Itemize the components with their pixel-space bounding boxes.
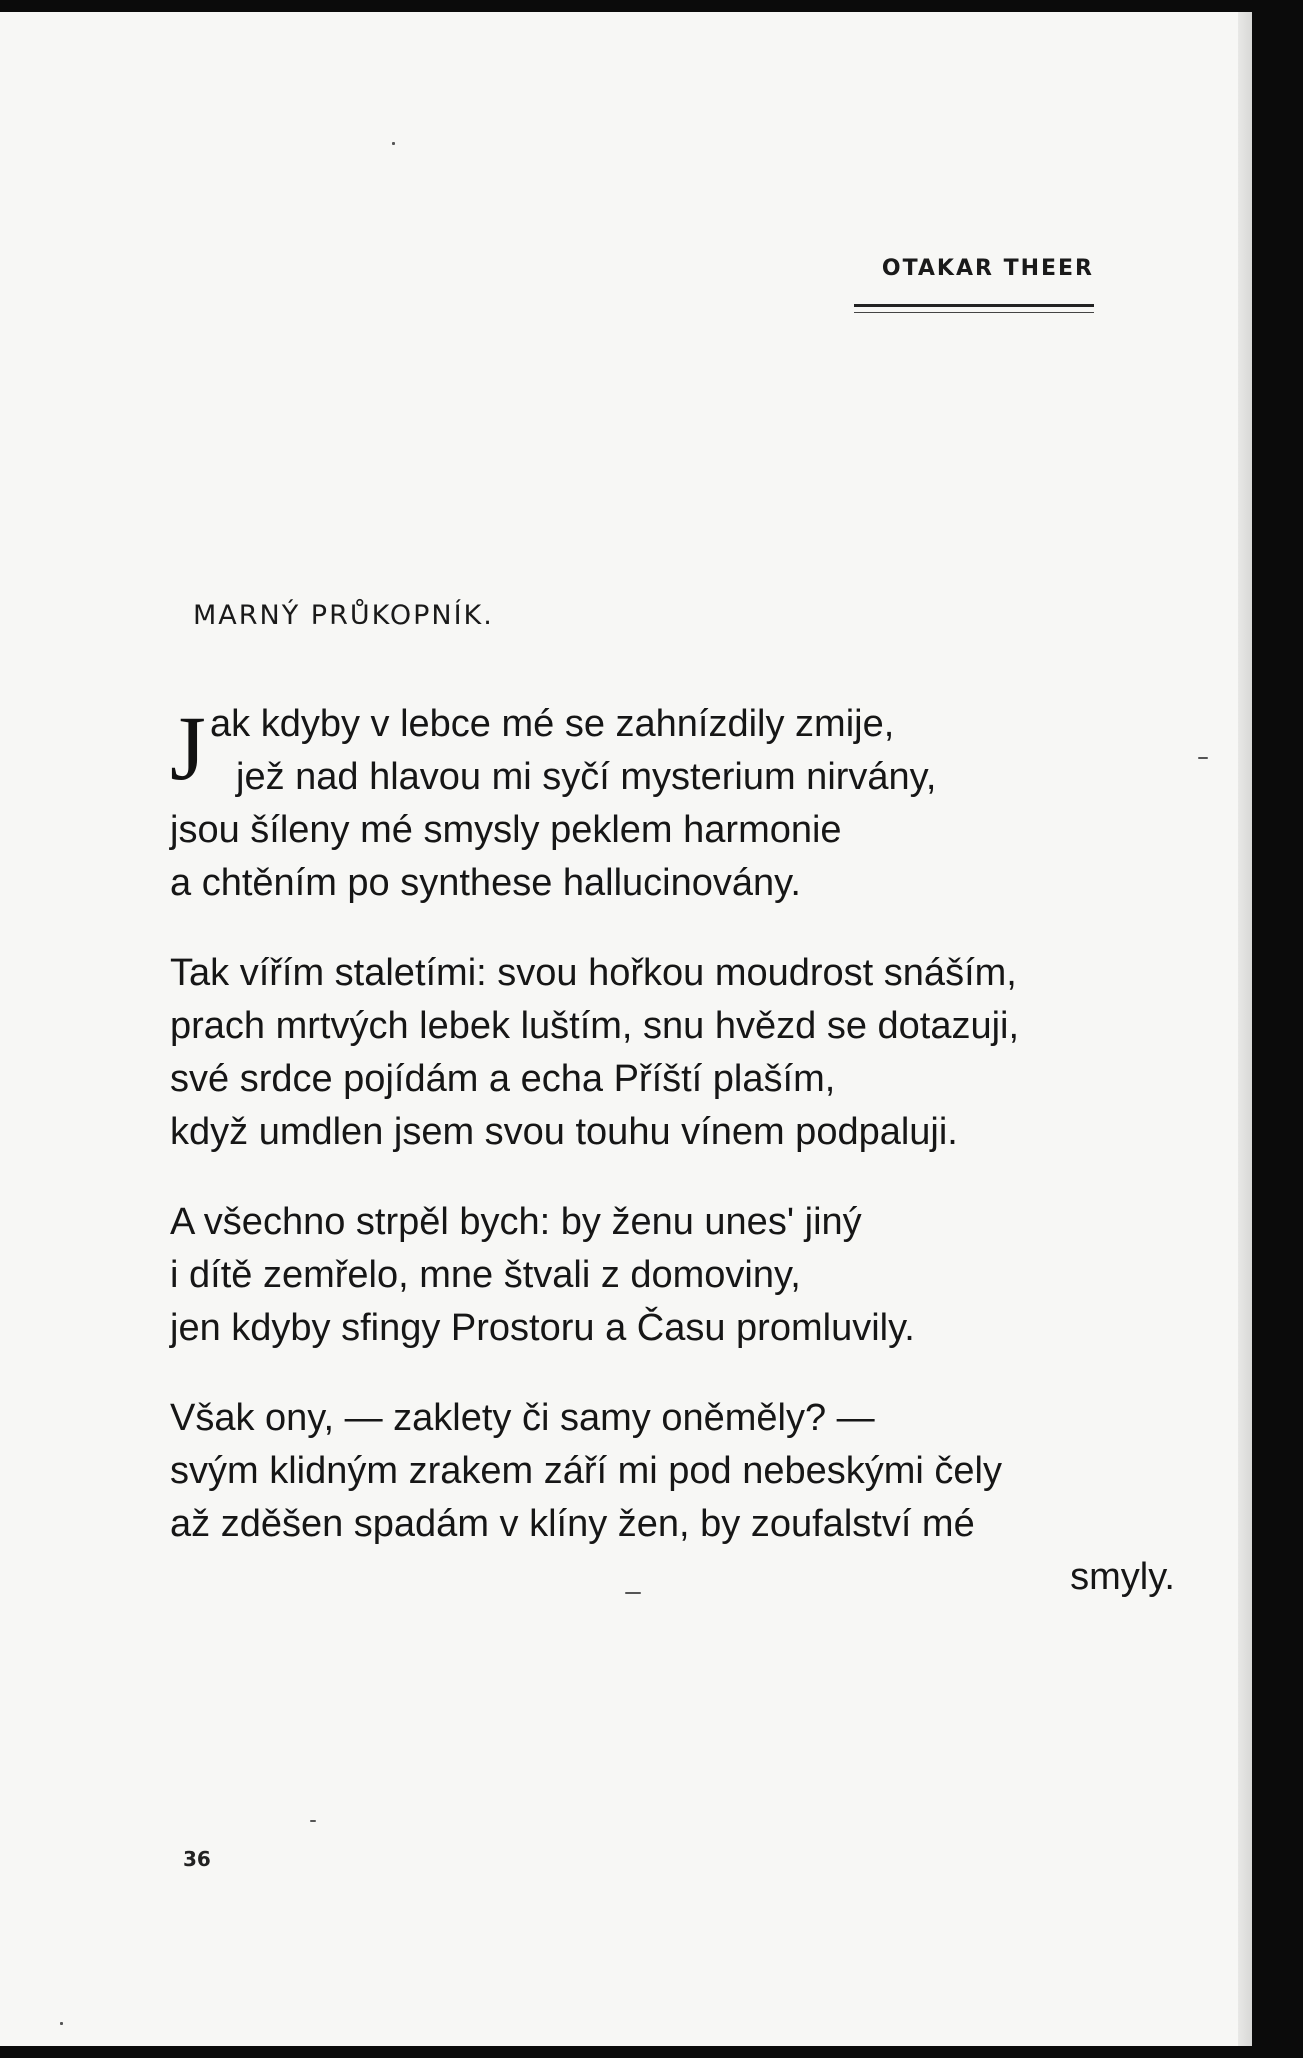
poem-line: Tak vířím staletími: svou hořkou moudrost snáším,	[170, 952, 1017, 994]
header-rule	[854, 304, 1094, 313]
poem-line: jež nad hlavou mi syčí mysterium nirvány,	[236, 756, 937, 798]
stanza-3	[170, 1196, 1190, 1355]
poem-line: své srdce pojídám a echa Příští plaším,	[170, 1058, 836, 1100]
stanza-4	[170, 1392, 1190, 1604]
print-speck	[60, 2022, 63, 2025]
print-speck	[392, 142, 395, 145]
poem-line: jen kdyby sfingy Prostoru a Času promluvily.	[170, 1307, 915, 1349]
poem-line-carryover: smyly.	[1070, 1556, 1175, 1598]
poem-line: když umdlen jsem svou touhu vínem podpaluji.	[170, 1111, 958, 1153]
drop-cap: J	[170, 697, 206, 799]
stanza-2	[170, 947, 1190, 1159]
poem-body	[170, 698, 1190, 1641]
poem-line: svým klidným zrakem září mi pod nebeskými čely	[170, 1450, 1002, 1492]
poem-title: MARNÝ PRŮKOPNÍK.	[193, 600, 494, 631]
print-speck	[1198, 757, 1208, 759]
page-number: 36	[183, 1847, 211, 1871]
poem-line: A všechno strpěl bych: by ženu unes' jiný	[170, 1201, 862, 1243]
poem-line: Však ony, — zaklety či samy oněměly? —	[170, 1397, 875, 1439]
poem-line: až zděšen spadám v klíny žen, by zoufalství mé	[170, 1503, 975, 1545]
poem-line: ak kdyby v lebce mé se zahnízdily zmije,	[210, 703, 895, 745]
book-page	[0, 12, 1252, 2046]
print-speck	[625, 1592, 641, 1594]
poem-line: i dítě zemřelo, mne štvali z domoviny,	[170, 1254, 801, 1296]
poem-line: prach mrtvých lebek luštím, snu hvězd se dotazuji,	[170, 1005, 1020, 1047]
running-head-author: OTAKAR THEER	[881, 256, 1094, 281]
poem-line: jsou šíleny mé smysly peklem harmonie	[170, 809, 842, 851]
print-speck	[310, 1820, 316, 1822]
poem-line: a chtěním po synthese hallucinovány.	[170, 862, 801, 904]
stanza-1	[170, 698, 1190, 910]
page-edge-shadow	[1238, 12, 1252, 2046]
